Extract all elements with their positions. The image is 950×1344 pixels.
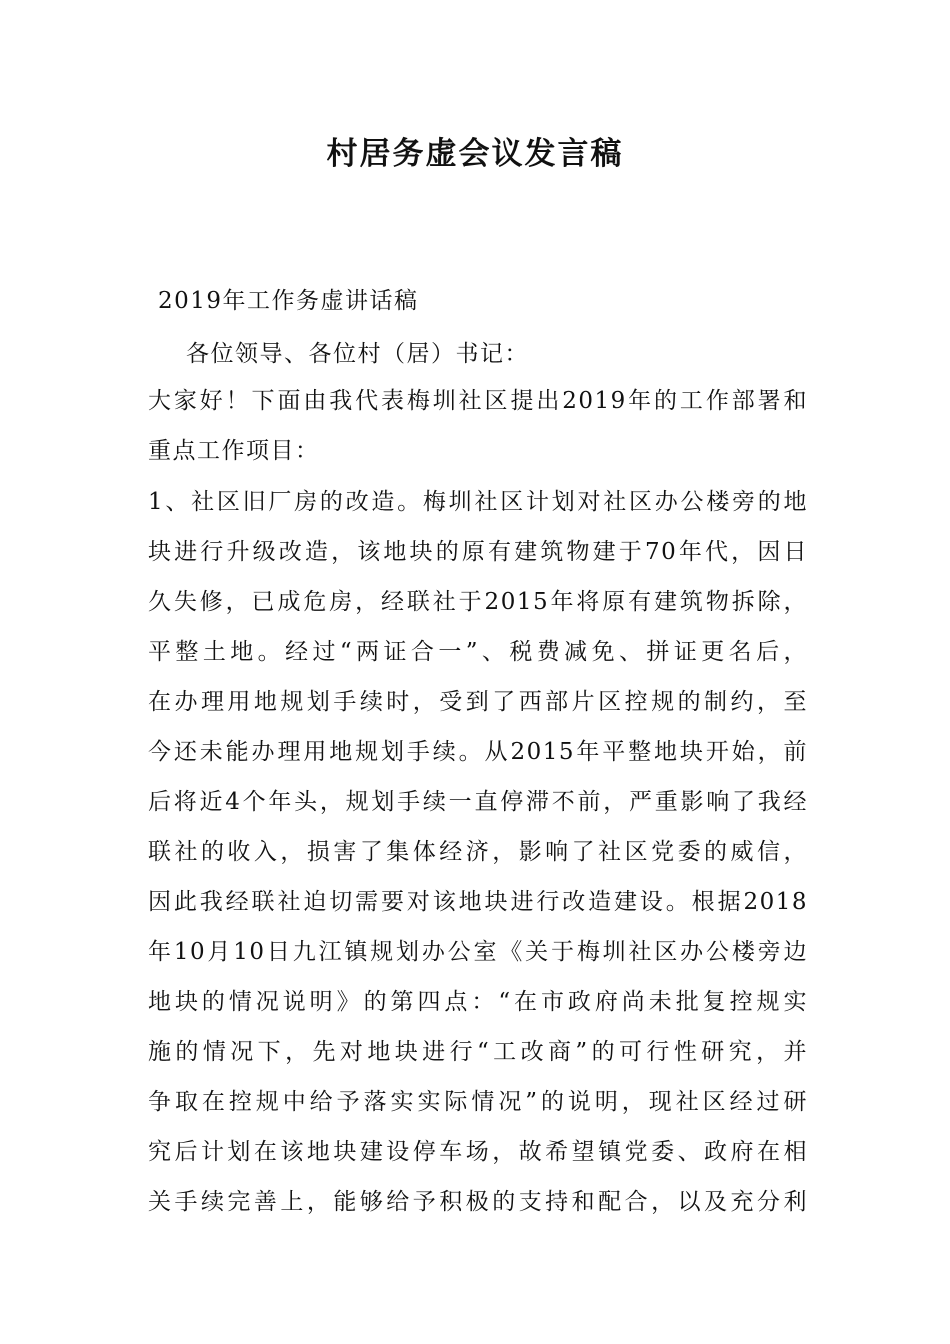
body-line: 今还未能办理用地规划手续。从2015年平整地块开始，前 bbox=[148, 739, 808, 765]
body-line: 大家好！下面由我代表梅圳社区提出2019年的工作部署和 bbox=[148, 388, 808, 414]
salutation: 各位领导、各位村（居）书记： bbox=[186, 341, 529, 367]
body-line: 究后计划在该地块建设停车场，故希望镇党委、政府在相 bbox=[148, 1139, 808, 1165]
document-title: 村居务虚会议发言稿 bbox=[326, 136, 624, 172]
body-line: 后将近4个年头，规划手续一直停滞不前，严重影响了我经 bbox=[148, 789, 808, 815]
document-subtitle: 2019年工作务虚讲话稿 bbox=[158, 288, 419, 314]
body-line: 地块的情况说明》的第四点：“在市政府尚未批复控规实 bbox=[148, 989, 808, 1015]
body-line: 争取在控规中给予落实实际情况”的说明，现社区经过研 bbox=[148, 1089, 808, 1115]
body-line: 平整土地。经过“两证合一”、税费减免、拼证更名后， bbox=[148, 639, 808, 665]
body-line: 关手续完善上，能够给予积极的支持和配合，以及充分利 bbox=[148, 1189, 808, 1215]
body-line: 重点工作项目： bbox=[148, 438, 320, 464]
body-line: 1、社区旧厂房的改造。梅圳社区计划对社区办公楼旁的地 bbox=[148, 489, 808, 515]
body-line: 块进行升级改造，该地块的原有建筑物建于70年代，因日 bbox=[148, 539, 808, 565]
body-line: 久失修，已成危房，经联社于2015年将原有建筑物拆除， bbox=[148, 589, 808, 615]
body-line: 施的情况下，先对地块进行“工改商”的可行性研究，并 bbox=[148, 1039, 808, 1065]
body-line: 因此我经联社迫切需要对该地块进行改造建设。根据2018 bbox=[148, 889, 808, 915]
body-line: 联社的收入，损害了集体经济，影响了社区党委的威信， bbox=[148, 839, 808, 865]
body-line: 年10月10日九江镇规划办公室《关于梅圳社区办公楼旁边 bbox=[148, 939, 808, 965]
body-line: 在办理用地规划手续时，受到了西部片区控规的制约，至 bbox=[148, 689, 808, 715]
